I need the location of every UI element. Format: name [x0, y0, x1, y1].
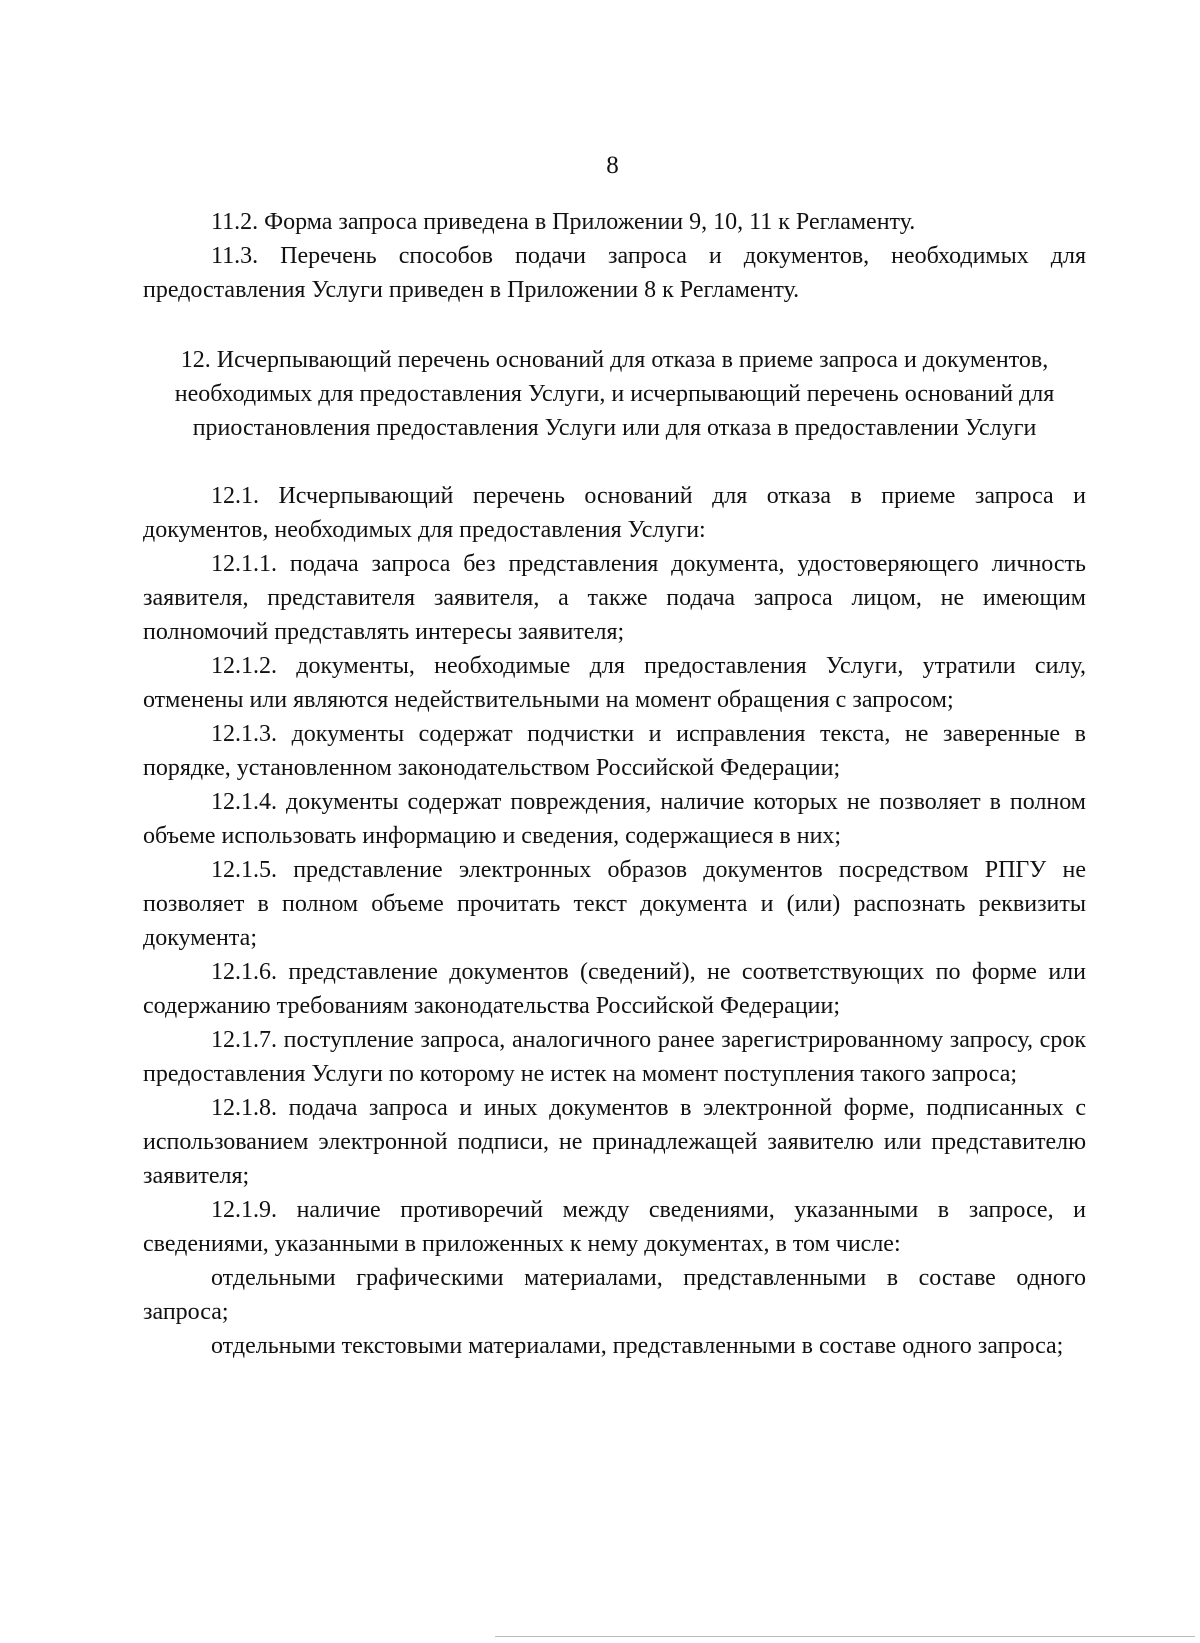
section-heading-12: 12. Исчерпывающий перечень оснований для отказа в приеме запроса и документов, необходимых для предоставления Услуги, и исчерпывающий перечень оснований для приостановления предоставления Услуги или для отказа в предоставлении Услуги — [174, 347, 1055, 441]
paragraph-text-materials: отдельными текстовыми материалами, представленными в составе одного запроса; — [211, 1333, 1064, 1359]
page-number: 8 — [606, 152, 619, 179]
paragraph-12-1-3: 12.1.3. документы содержат подчистки и исправления текста, не заверенные в порядке, установленном законодательством Российской Федерации; — [143, 721, 1086, 781]
paragraph-12-1-6: 12.1.6. представление документов (сведений), не соответствующих по форме или содержанию требованиям законодательства Российской Федерации; — [143, 959, 1086, 1019]
document-body — [143, 205, 1086, 1363]
paragraph-12-1: 12.1. Исчерпывающий перечень оснований для отказа в приеме запроса и документов, необходимых для предоставления Услуги: — [143, 483, 1086, 543]
paragraph-12-1-1: 12.1.1. подача запроса без представления документа, удостоверяющего личность заявителя, представителя заявителя, а также подача запроса лицом, не имеющим полномочий представлять интересы заявителя; — [143, 551, 1086, 645]
paragraph-12-1-9: 12.1.9. наличие противоречий между сведениями, указанными в запросе, и сведениями, указанными в приложенных к нему документах, в том числе: — [143, 1197, 1086, 1257]
paragraph-12-1-4: 12.1.4. документы содержат повреждения, наличие которых не позволяет в полном объеме использовать информацию и сведения, содержащиеся в них; — [143, 789, 1086, 849]
paragraph-graphic-materials: отдельными графическими материалами, представленными в составе одного запроса; — [143, 1265, 1086, 1325]
paragraph-12-1-2: 12.1.2. документы, необходимые для предоставления Услуги, утратили силу, отменены или являются недействительными на момент обращения с запросом; — [143, 653, 1086, 713]
paragraph-12-1-5: 12.1.5. представление электронных образов документов посредством РПГУ не позволяет в полном объеме прочитать текст документа и (или) распознать реквизиты документа; — [143, 857, 1086, 951]
paragraph-12-1-7: 12.1.7. поступление запроса, аналогичного ранее зарегистрированному запросу, срок предоставления Услуги по которому не истек на момент поступления такого запроса; — [143, 1027, 1086, 1087]
paragraph-12-1-8: 12.1.8. подача запроса и иных документов в электронной форме, подписанных с использованием электронной подписи, не принадлежащей заявителю или представителю заявителя; — [143, 1095, 1086, 1189]
paragraph-11-3: 11.3. Перечень способов подачи запроса и документов, необходимых для предоставления Услуги приведен в Приложении 8 к Регламенту. — [143, 243, 1086, 303]
paragraph-11-2: 11.2. Форма запроса приведена в Приложении 9, 10, 11 к Регламенту. — [211, 209, 916, 235]
bottom-divider — [495, 1636, 1195, 1637]
